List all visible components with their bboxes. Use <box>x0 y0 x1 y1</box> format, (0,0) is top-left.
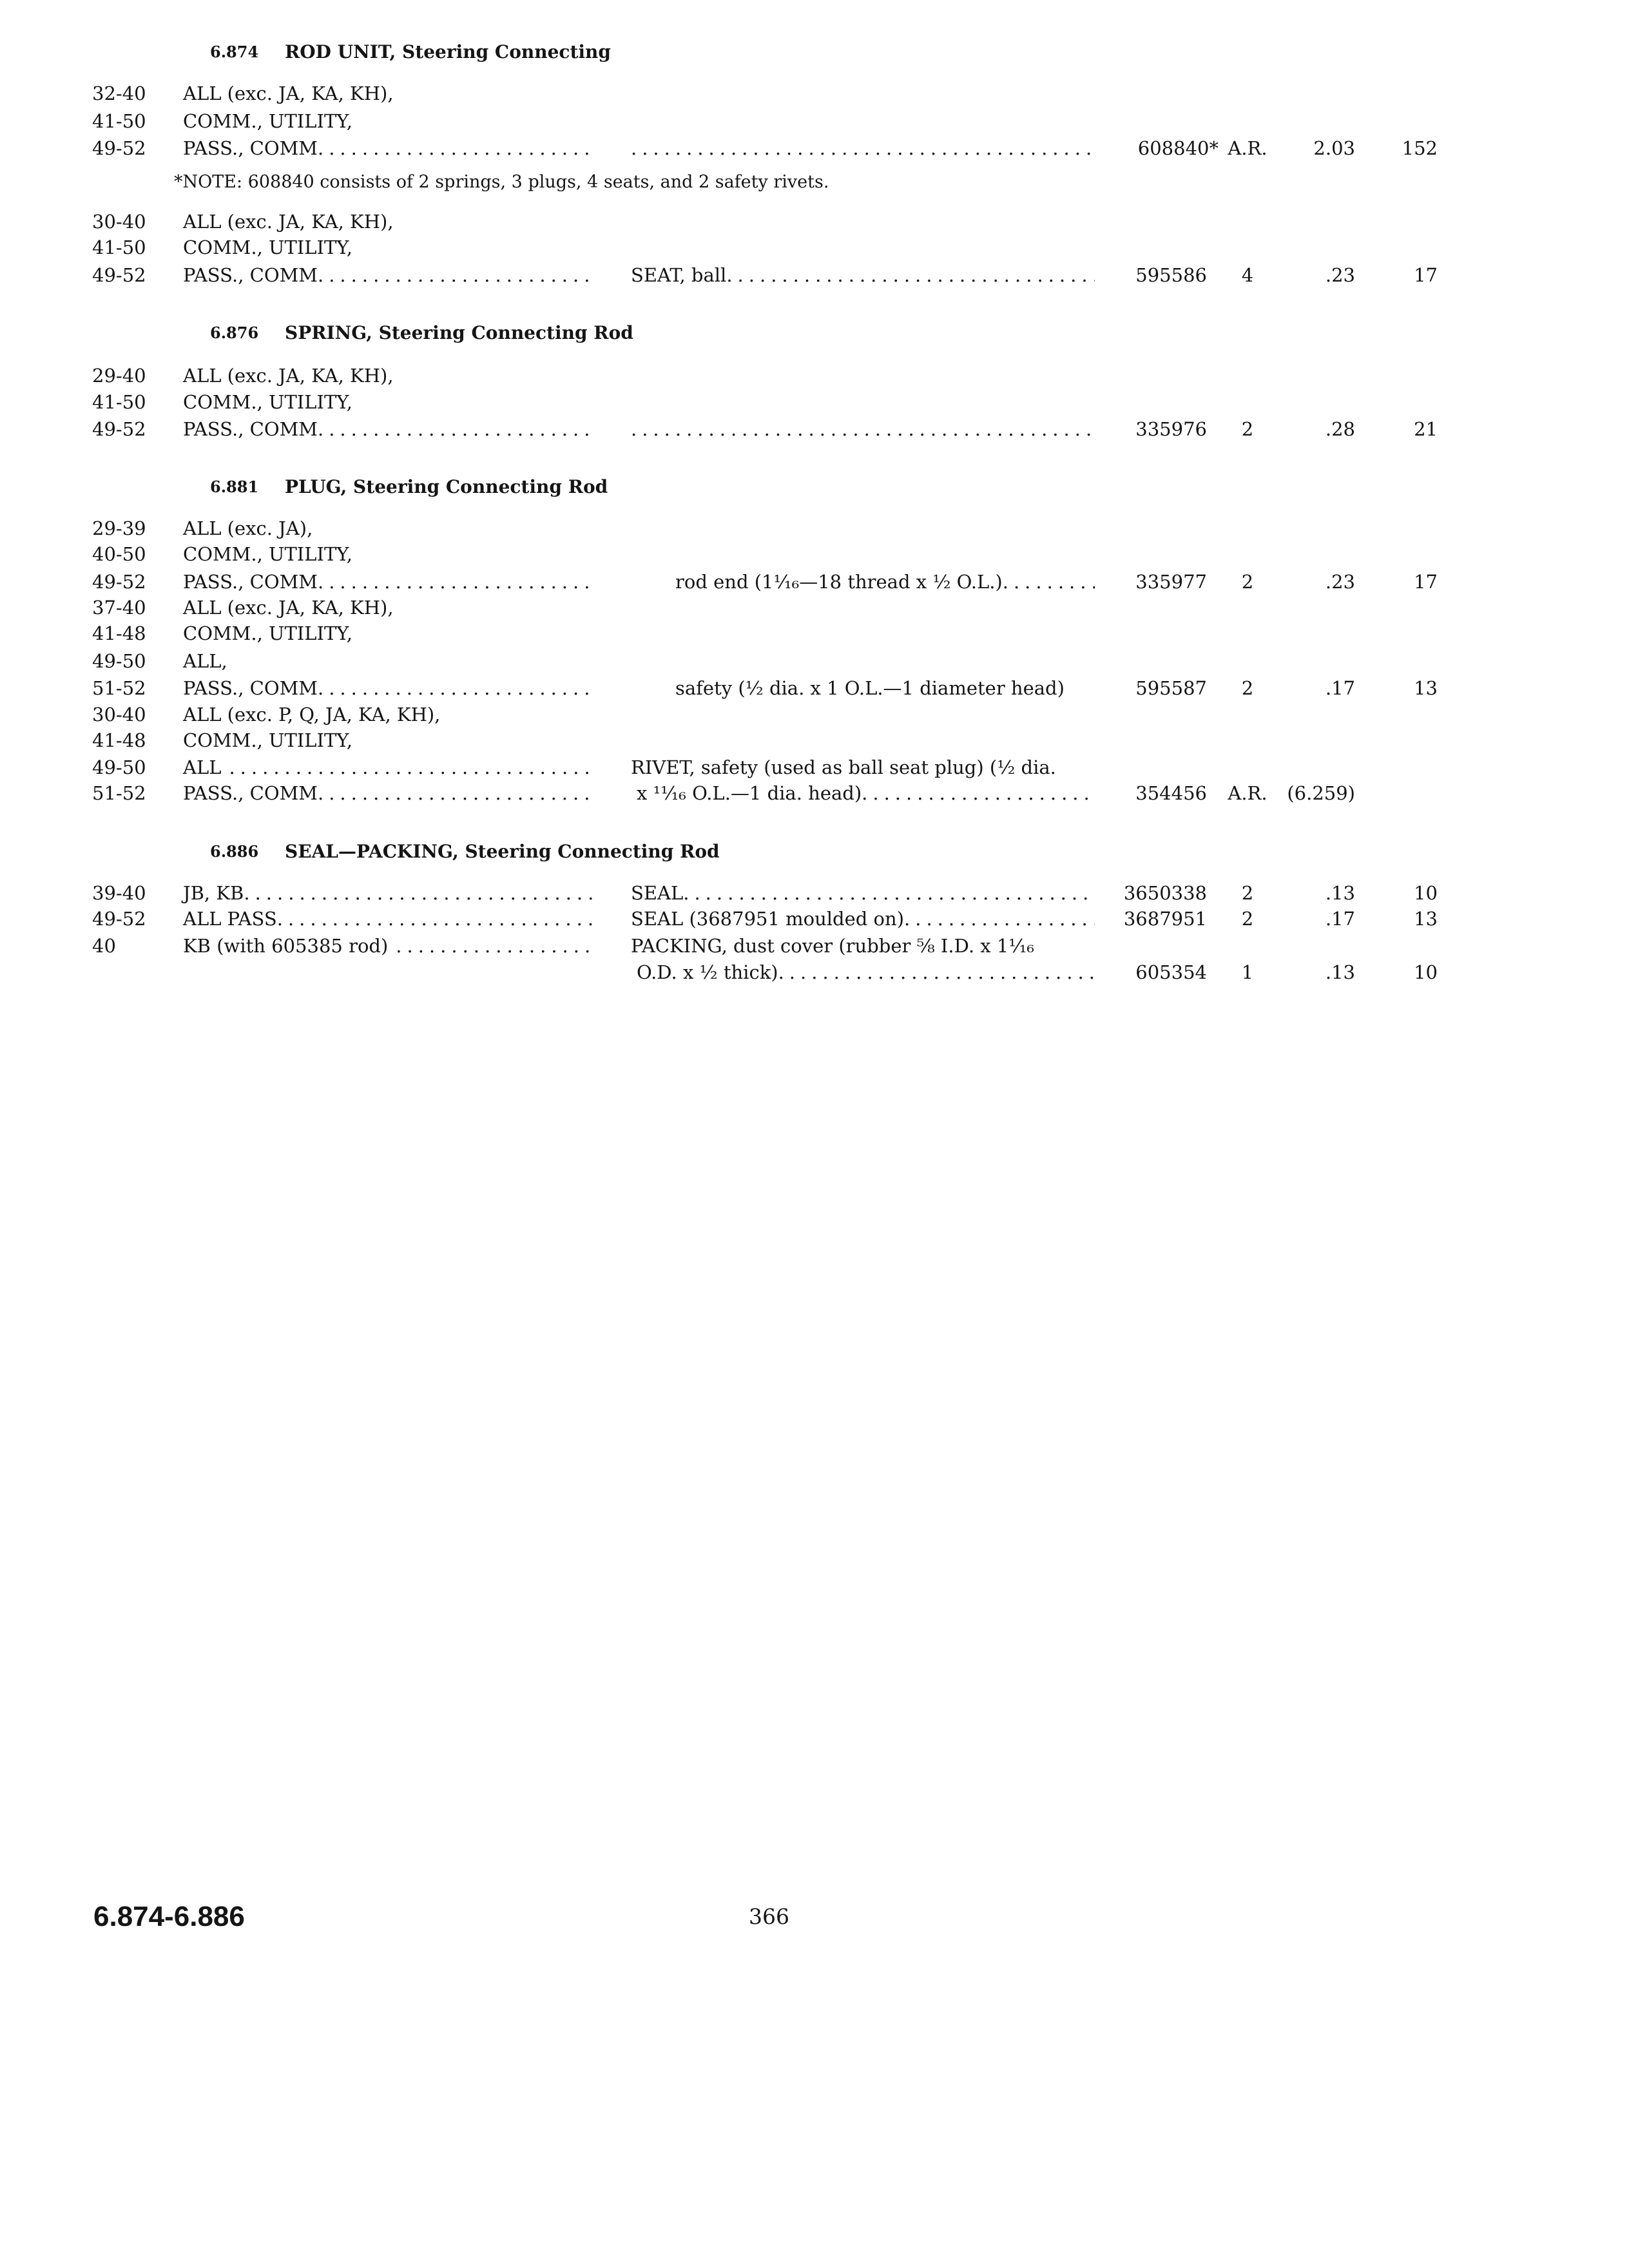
year-range: 37-40 <box>92 597 146 619</box>
description <box>631 959 1095 986</box>
description <box>631 416 1095 443</box>
model-applicability <box>183 569 593 595</box>
quantity: A.R. <box>1228 137 1268 159</box>
weight-value: 17 <box>1414 571 1438 593</box>
description-text: PACKING, dust cover (rubber ⅝ I.D. x 1¹⁄₁₆ <box>631 935 1034 957</box>
description <box>631 780 1095 807</box>
model-applicability <box>183 675 593 702</box>
year-range: 49-50 <box>92 650 146 672</box>
year-range: 30-40 <box>92 211 146 233</box>
model-applicability <box>183 541 593 568</box>
model-text: PASS., COMM <box>183 571 318 593</box>
description <box>631 880 1095 907</box>
description-text: safety (½ dia. x 1 O.L.—1 diameter head) <box>675 677 1065 699</box>
model-text: JB, KB <box>183 882 244 904</box>
model-applicability <box>183 648 593 675</box>
quantity: 2 <box>1241 571 1254 593</box>
model-text: PASS., COMM <box>183 782 318 804</box>
table-row <box>0 880 1629 907</box>
model-applicability <box>183 363 593 389</box>
model-text: COMM., UTILITY, <box>183 236 352 258</box>
model-text: COMM., UTILITY, <box>183 622 352 644</box>
description-text: SEAL (3687951 moulded on) <box>631 908 905 930</box>
table-row <box>0 235 1629 261</box>
table-row <box>0 754 1629 781</box>
section-title: ROD UNIT, Steering Connecting <box>285 41 611 62</box>
weight-value: 17 <box>1414 264 1438 286</box>
year-range: 49-52 <box>92 264 146 286</box>
description-text: rod end (1¹⁄₁₆—18 thread x ½ O.L.) <box>675 571 1003 593</box>
table-row <box>0 569 1629 595</box>
price: (6.259) <box>1287 782 1355 804</box>
section-heading <box>0 838 1629 865</box>
price: .17 <box>1325 908 1355 930</box>
table-row <box>0 906 1629 932</box>
model-text: PASS., COMM <box>183 264 318 286</box>
weight-value: 10 <box>1414 961 1438 983</box>
model-applicability <box>183 235 593 261</box>
table-row <box>0 620 1629 647</box>
table-row <box>0 541 1629 568</box>
table-row <box>0 416 1629 443</box>
price: .17 <box>1325 677 1355 699</box>
section-number: 6.881 <box>210 477 259 496</box>
table-row <box>0 515 1629 542</box>
part-number: 3650338 <box>1123 882 1207 904</box>
section-range: 6.874-6.886 <box>93 1901 245 1932</box>
model-applicability <box>183 209 593 235</box>
part-number: 335977 <box>1135 571 1207 593</box>
note-text: *NOTE: 608840 consists of 2 springs, 3 plugs, 4 seats, and 2 safety rivets. <box>174 172 829 192</box>
year-range: 40-50 <box>92 543 146 565</box>
year-range: 32-40 <box>92 82 146 104</box>
description <box>631 569 1095 595</box>
model-text: ALL, <box>183 650 227 672</box>
table-row <box>0 262 1629 289</box>
table-row <box>0 727 1629 754</box>
model-text: ALL (exc. JA, KA, KH), <box>183 82 394 104</box>
section-title: PLUG, Steering Connecting Rod <box>285 476 608 497</box>
part-number: 3687951 <box>1123 908 1207 930</box>
model-applicability <box>183 262 593 289</box>
model-text: KB (with 605385 rod) <box>183 935 389 957</box>
table-row <box>0 595 1629 621</box>
footnote <box>0 169 1629 195</box>
weight-value: 13 <box>1414 908 1438 930</box>
weight-value: 152 <box>1402 137 1438 159</box>
quantity: 1 <box>1241 961 1254 983</box>
year-range: 29-39 <box>92 517 146 539</box>
year-range: 49-52 <box>92 571 146 593</box>
weight-value: 10 <box>1414 882 1438 904</box>
model-applicability <box>183 702 593 728</box>
description <box>631 906 1095 932</box>
model-text: COMM., UTILITY, <box>183 543 352 565</box>
quantity: 2 <box>1241 677 1254 699</box>
model-applicability <box>183 620 593 647</box>
quantity: 2 <box>1241 418 1254 440</box>
model-applicability <box>183 780 593 807</box>
model-text: COMM., UTILITY, <box>183 110 352 132</box>
part-number: 335976 <box>1135 418 1207 440</box>
model-applicability <box>183 108 593 135</box>
description <box>631 675 1095 702</box>
model-text: ALL (exc. P, Q, JA, KA, KH), <box>183 704 441 726</box>
description-text: O.D. x ½ thick) <box>637 961 778 983</box>
part-number: 354456 <box>1135 782 1207 804</box>
section-number: 6.874 <box>210 43 259 61</box>
price: .23 <box>1325 264 1355 286</box>
model-text: COMM., UTILITY, <box>183 729 352 751</box>
model-text: PASS., COMM <box>183 677 318 699</box>
part-number: 595586 <box>1135 264 1207 286</box>
table-row <box>0 933 1629 959</box>
year-range: 40 <box>92 935 116 957</box>
quantity: 2 <box>1241 908 1254 930</box>
section-title: SEAL—PACKING, Steering Connecting Rod <box>285 841 720 862</box>
description <box>631 933 1095 959</box>
model-text: ALL (exc. JA, KA, KH), <box>183 211 394 233</box>
model-text: PASS., COMM <box>183 418 318 440</box>
year-range: 39-40 <box>92 882 146 904</box>
price: .23 <box>1325 571 1355 593</box>
section-heading <box>0 39 1629 65</box>
table-row <box>0 81 1629 107</box>
model-applicability <box>183 416 593 443</box>
page-number: 366 <box>749 1904 789 1929</box>
year-range: 29-40 <box>92 365 146 387</box>
model-applicability <box>183 727 593 754</box>
year-range: 51-52 <box>92 677 146 699</box>
year-range: 49-50 <box>92 756 146 778</box>
price: .13 <box>1325 882 1355 904</box>
table-row <box>0 702 1629 728</box>
table-row <box>0 209 1629 235</box>
description <box>631 262 1095 289</box>
year-range: 41-48 <box>92 622 146 644</box>
model-applicability <box>183 389 593 416</box>
description-text: SEAL <box>631 882 684 904</box>
description-text: RIVET, safety (used as ball seat plug) (½ dia. <box>631 756 1056 778</box>
year-range: 49-52 <box>92 418 146 440</box>
section-heading <box>0 320 1629 346</box>
table-row <box>0 959 1629 986</box>
table-row <box>0 363 1629 389</box>
model-text: ALL (exc. JA, KA, KH), <box>183 365 394 387</box>
model-applicability <box>183 595 593 621</box>
table-row <box>0 780 1629 807</box>
quantity: A.R. <box>1228 782 1268 804</box>
model-text: ALL (exc. JA, KA, KH), <box>183 597 394 619</box>
part-number: 595587 <box>1135 677 1207 699</box>
year-range: 49-52 <box>92 908 146 930</box>
part-number: 608840* <box>1137 137 1219 159</box>
model-applicability <box>183 906 593 932</box>
year-range: 41-50 <box>92 391 146 413</box>
weight-value: 13 <box>1414 677 1438 699</box>
table-row <box>0 675 1629 702</box>
part-number: 605354 <box>1135 961 1207 983</box>
model-applicability <box>183 135 593 162</box>
section-number: 6.876 <box>210 323 259 342</box>
section-title: SPRING, Steering Connecting Rod <box>285 322 633 343</box>
model-applicability <box>183 880 593 907</box>
table-row <box>0 389 1629 416</box>
table-row <box>0 108 1629 135</box>
year-range: 30-40 <box>92 704 146 726</box>
model-applicability <box>183 515 593 542</box>
model-text: ALL (exc. JA), <box>183 517 313 539</box>
model-text: ALL PASS <box>183 908 277 930</box>
model-applicability <box>183 933 593 959</box>
quantity: 2 <box>1241 882 1254 904</box>
description-text: x ¹¹⁄₁₆ O.L.—1 dia. head) <box>637 782 862 804</box>
year-range: 49-52 <box>92 137 146 159</box>
weight-value: 21 <box>1414 418 1438 440</box>
price: .28 <box>1325 418 1355 440</box>
year-range: 41-50 <box>92 236 146 258</box>
description <box>631 135 1095 162</box>
price: 2.03 <box>1313 137 1355 159</box>
model-applicability <box>183 754 593 781</box>
year-range: 41-50 <box>92 110 146 132</box>
model-text: ALL <box>183 756 222 778</box>
model-applicability <box>183 81 593 107</box>
description-text: SEAT, ball <box>631 264 727 286</box>
model-text: PASS., COMM <box>183 137 318 159</box>
description <box>631 754 1095 781</box>
year-range: 41-48 <box>92 729 146 751</box>
section-heading <box>0 474 1629 500</box>
price: .13 <box>1325 961 1355 983</box>
section-number: 6.886 <box>210 842 259 861</box>
model-text: COMM., UTILITY, <box>183 391 352 413</box>
table-row <box>0 648 1629 675</box>
year-range: 51-52 <box>92 782 146 804</box>
table-row <box>0 135 1629 162</box>
quantity: 4 <box>1241 264 1254 286</box>
page-footer <box>0 1901 1629 1933</box>
